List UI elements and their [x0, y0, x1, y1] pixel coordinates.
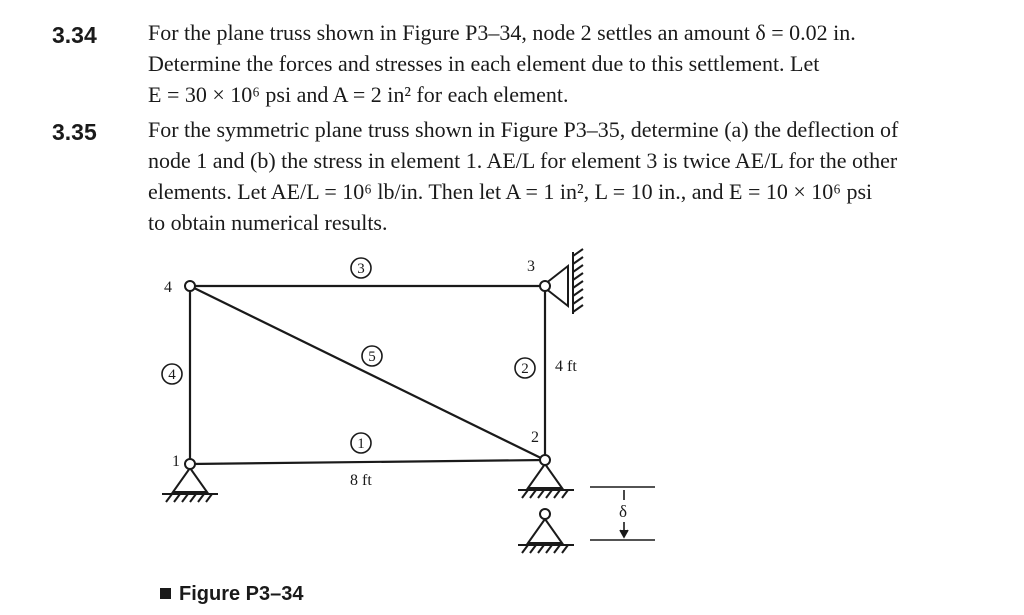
node-1-label: 1 — [172, 453, 180, 470]
node-3-label: 3 — [527, 258, 535, 275]
node-1-joint — [185, 459, 195, 469]
node-4-label: 4 — [164, 279, 172, 296]
text-line: node 1 and (b) the stress in element 1. AE/L for element 3 is twice AE/L for the other — [148, 148, 898, 173]
text-line: Determine the forces and stresses in each element due to this settlement. Let — [148, 51, 820, 76]
element-5-label: 5 — [368, 349, 376, 365]
problem-number: 3.35 — [52, 119, 97, 145]
element-1-label: 1 — [357, 436, 365, 452]
caption-text: Figure P3–34 — [179, 583, 304, 605]
element-3-label: 3 — [357, 261, 365, 277]
text-line: For the symmetric plane truss shown in Figure P3–35, determine (a) the deflection of — [148, 117, 899, 142]
node-2-label: 2 — [531, 429, 539, 446]
caption-square-icon — [160, 588, 171, 599]
node-2-support — [518, 464, 574, 498]
text-line: For the plane truss shown in Figure P3–34, node 2 settles an amount δ = 0.02 in. — [148, 20, 856, 45]
settlement-symbol: δ — [619, 502, 628, 521]
problem-text — [148, 17, 1018, 110]
element-1-bar — [190, 460, 545, 464]
text-line: E = 30 × 10⁶ psi and A = 2 in² for each element. — [148, 82, 569, 107]
text-line: to obtain numerical results. — [148, 210, 388, 235]
element-4-label: 4 — [168, 367, 176, 383]
horizontal-dimension: 8 ft — [350, 472, 372, 489]
figure-caption — [160, 583, 304, 606]
element-2-label: 2 — [521, 361, 529, 377]
node-3-support — [545, 249, 583, 314]
problem-text — [148, 114, 1018, 238]
node-2-joint — [540, 455, 550, 465]
problem-number: 3.34 — [52, 22, 97, 48]
text-line: elements. Let AE/L = 10⁶ lb/in. Then let A = 1 in², L = 10 in., and E = 10 × 10⁶ psi — [148, 179, 873, 204]
node-1-support — [162, 468, 218, 502]
truss-figure — [150, 248, 670, 578]
element-5-bar — [190, 286, 545, 460]
node-4-joint — [185, 281, 195, 291]
vertical-dimension: 4 ft — [555, 358, 577, 375]
node-3-joint — [540, 281, 550, 291]
node-2-settled-support — [518, 509, 574, 553]
